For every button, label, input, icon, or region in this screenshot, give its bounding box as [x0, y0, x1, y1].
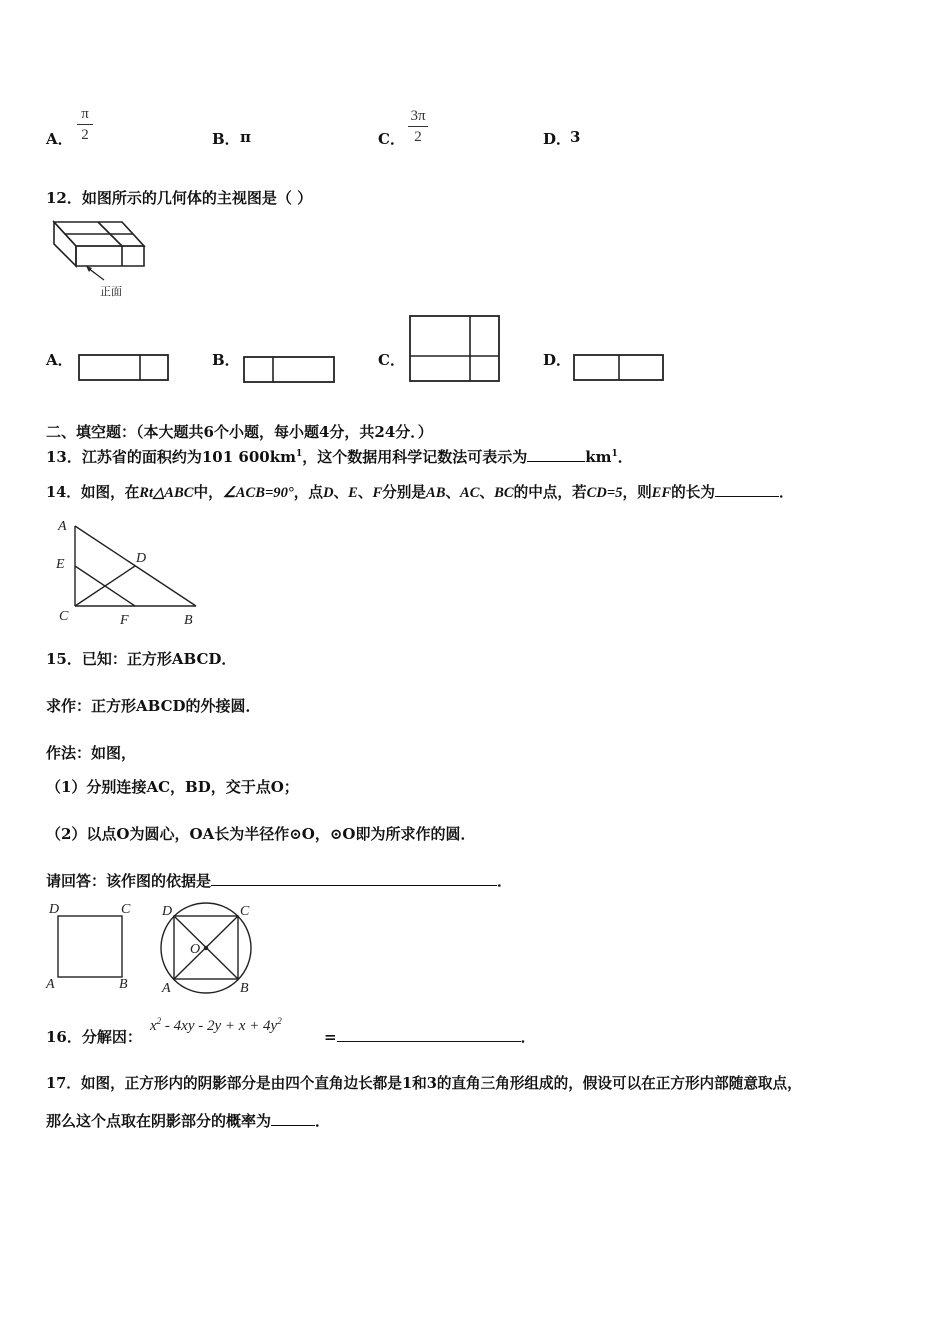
q14-label-b: B: [184, 613, 193, 628]
q14-p3: ，点: [293, 484, 323, 501]
q15-question-text: 请回答：该作图的依据是: [46, 872, 212, 890]
q14-label-f: F: [120, 613, 129, 628]
q17-question-text: 那么这个点取在阴影部分的概率为: [46, 1112, 272, 1130]
q14-cd: CD=5: [586, 485, 623, 501]
q12-front-label: 正面: [100, 285, 122, 298]
q16-answer-blank[interactable]: [337, 1027, 521, 1042]
q12-option-a-label: A．: [46, 351, 73, 369]
q11-option-b-label: B．: [212, 130, 240, 148]
q14-bc: BC: [494, 485, 514, 501]
q15-fig1-label-b: B: [119, 977, 128, 992]
q15-end: ．: [497, 872, 513, 890]
q14-ef: EF: [651, 485, 672, 501]
q13-text: [46, 446, 633, 467]
q14-p2: 中，: [193, 484, 223, 501]
q12-option-c-view: [409, 315, 501, 383]
q16-answer: [324, 1026, 536, 1047]
q12-option-a-view: [78, 354, 170, 382]
q17-line-2: [46, 1110, 330, 1131]
q14-p7: 的长为: [671, 484, 715, 501]
q13-end: ．: [617, 448, 633, 466]
q14-sep3: 、: [445, 484, 461, 501]
q15-circumcircle-figure: [156, 900, 262, 1000]
q16-equals: =: [324, 1028, 337, 1046]
q11-option-a-label: A．: [46, 130, 73, 148]
q11-option-d-value: 3: [570, 128, 581, 146]
q14-ac: AC: [460, 485, 480, 501]
q14-text: [46, 481, 794, 502]
q11-a-denominator: 2: [81, 127, 89, 143]
q16-end: ．: [520, 1028, 536, 1046]
q13-stem: 13．江苏省的面积约为101 600km: [46, 448, 296, 466]
q13-unit-sup: 1: [611, 449, 618, 459]
q17-answer-blank[interactable]: [271, 1111, 315, 1126]
q15-fig2-label-o: O: [190, 942, 201, 957]
q12-option-b-label: B．: [212, 351, 240, 369]
q16-sup-2: 2: [277, 1016, 282, 1026]
q12-option-d-view: [573, 354, 665, 382]
q11-option-c-fraction: [407, 106, 429, 147]
q14-triangle-figure: [50, 514, 215, 630]
q14-label-d: D: [136, 551, 147, 566]
q14-answer-blank[interactable]: [715, 482, 779, 497]
q14-end: ．: [778, 484, 794, 501]
q14-sep4: 、: [479, 484, 495, 501]
q14-label-e: E: [56, 557, 65, 572]
q15-fig1-label-a: A: [46, 977, 55, 992]
section-2-heading: 二、填空题：（本大题共6个小题，每小题4分，共24分．）: [46, 423, 433, 441]
q15-step-1: （1）分别连接AC，BD，交于点O；: [46, 778, 299, 796]
q11-option-d-label: D．: [543, 130, 572, 148]
q14-d: D: [322, 485, 334, 501]
q12-stem: 12．如图所示的几何体的主视图是（ ）: [46, 189, 313, 207]
q12-option-b-view: [243, 356, 336, 384]
q14-f: F: [372, 485, 383, 501]
q14-e: E: [348, 485, 358, 501]
q15-fig2-label-d: D: [162, 904, 173, 919]
q13-answer-blank[interactable]: [527, 447, 585, 462]
q14-p6: ，则: [622, 484, 652, 501]
q14-label-c: C: [59, 609, 69, 624]
q14-p5: 的中点，若: [513, 484, 587, 501]
q11-c-denominator: 2: [414, 129, 422, 145]
q14-ab: AB: [425, 485, 446, 501]
q13-sup: 1: [295, 449, 303, 459]
q14-p1: 14．如图，在: [46, 484, 140, 501]
q15-task: 求作：正方形ABCD的外接圆．: [46, 697, 261, 715]
q11-option-c-label: C．: [378, 130, 405, 148]
q15-fig1-label-c: C: [121, 902, 131, 917]
q14-sep1: 、: [333, 484, 349, 501]
q15-square-figure: [44, 900, 138, 994]
q11-option-a-fraction: [76, 104, 94, 145]
q14-angle: ∠ACB=90°: [222, 485, 294, 501]
q17-end: ．: [315, 1112, 331, 1130]
q11-a-numerator: π: [81, 106, 89, 122]
q15-method: 作法：如图，: [46, 744, 137, 762]
q11-c-numerator: 3π: [410, 108, 426, 124]
q14-p4: 分别是: [382, 484, 426, 501]
q16-sup-1: 2: [156, 1016, 162, 1026]
q15-fig2-label-c: C: [240, 904, 250, 919]
q14-rt: Rt△ABC: [139, 485, 194, 501]
q15-answer-blank[interactable]: [211, 871, 497, 886]
q14-sep2: 、: [357, 484, 373, 501]
q12-option-d-label: D．: [543, 351, 572, 369]
q14-label-a: A: [58, 519, 67, 534]
q16-expr-b: - 4xy - 2y + x + 4y: [161, 1018, 278, 1034]
q15-fig2-label-a: A: [162, 981, 171, 996]
q16-label: 16．分解因：: [46, 1028, 142, 1046]
q12-option-c-label: C．: [378, 351, 405, 369]
q11-option-b-value: π: [240, 128, 251, 146]
q15-step-2: （2）以点O为圆心，OA长为半径作⊙O，⊙O即为所求作的圆．: [46, 825, 476, 843]
q17-line-1: 17．如图，正方形内的阴影部分是由四个直角边长都是1和3的直角三角形组成的，假设可以在正方形内部随意取点，: [46, 1075, 802, 1092]
q15-question: [46, 870, 512, 891]
q16-expr-a: x: [150, 1018, 157, 1034]
q13-mid: ，这个数据用科学记数法可表示为: [302, 448, 528, 466]
q16-expression: [150, 1016, 282, 1035]
q13-unit: km: [585, 448, 612, 466]
q15-fig1-label-d: D: [49, 902, 60, 917]
q15-given: 15．已知：正方形ABCD．: [46, 650, 237, 668]
q15-fig2-label-b: B: [240, 981, 249, 996]
